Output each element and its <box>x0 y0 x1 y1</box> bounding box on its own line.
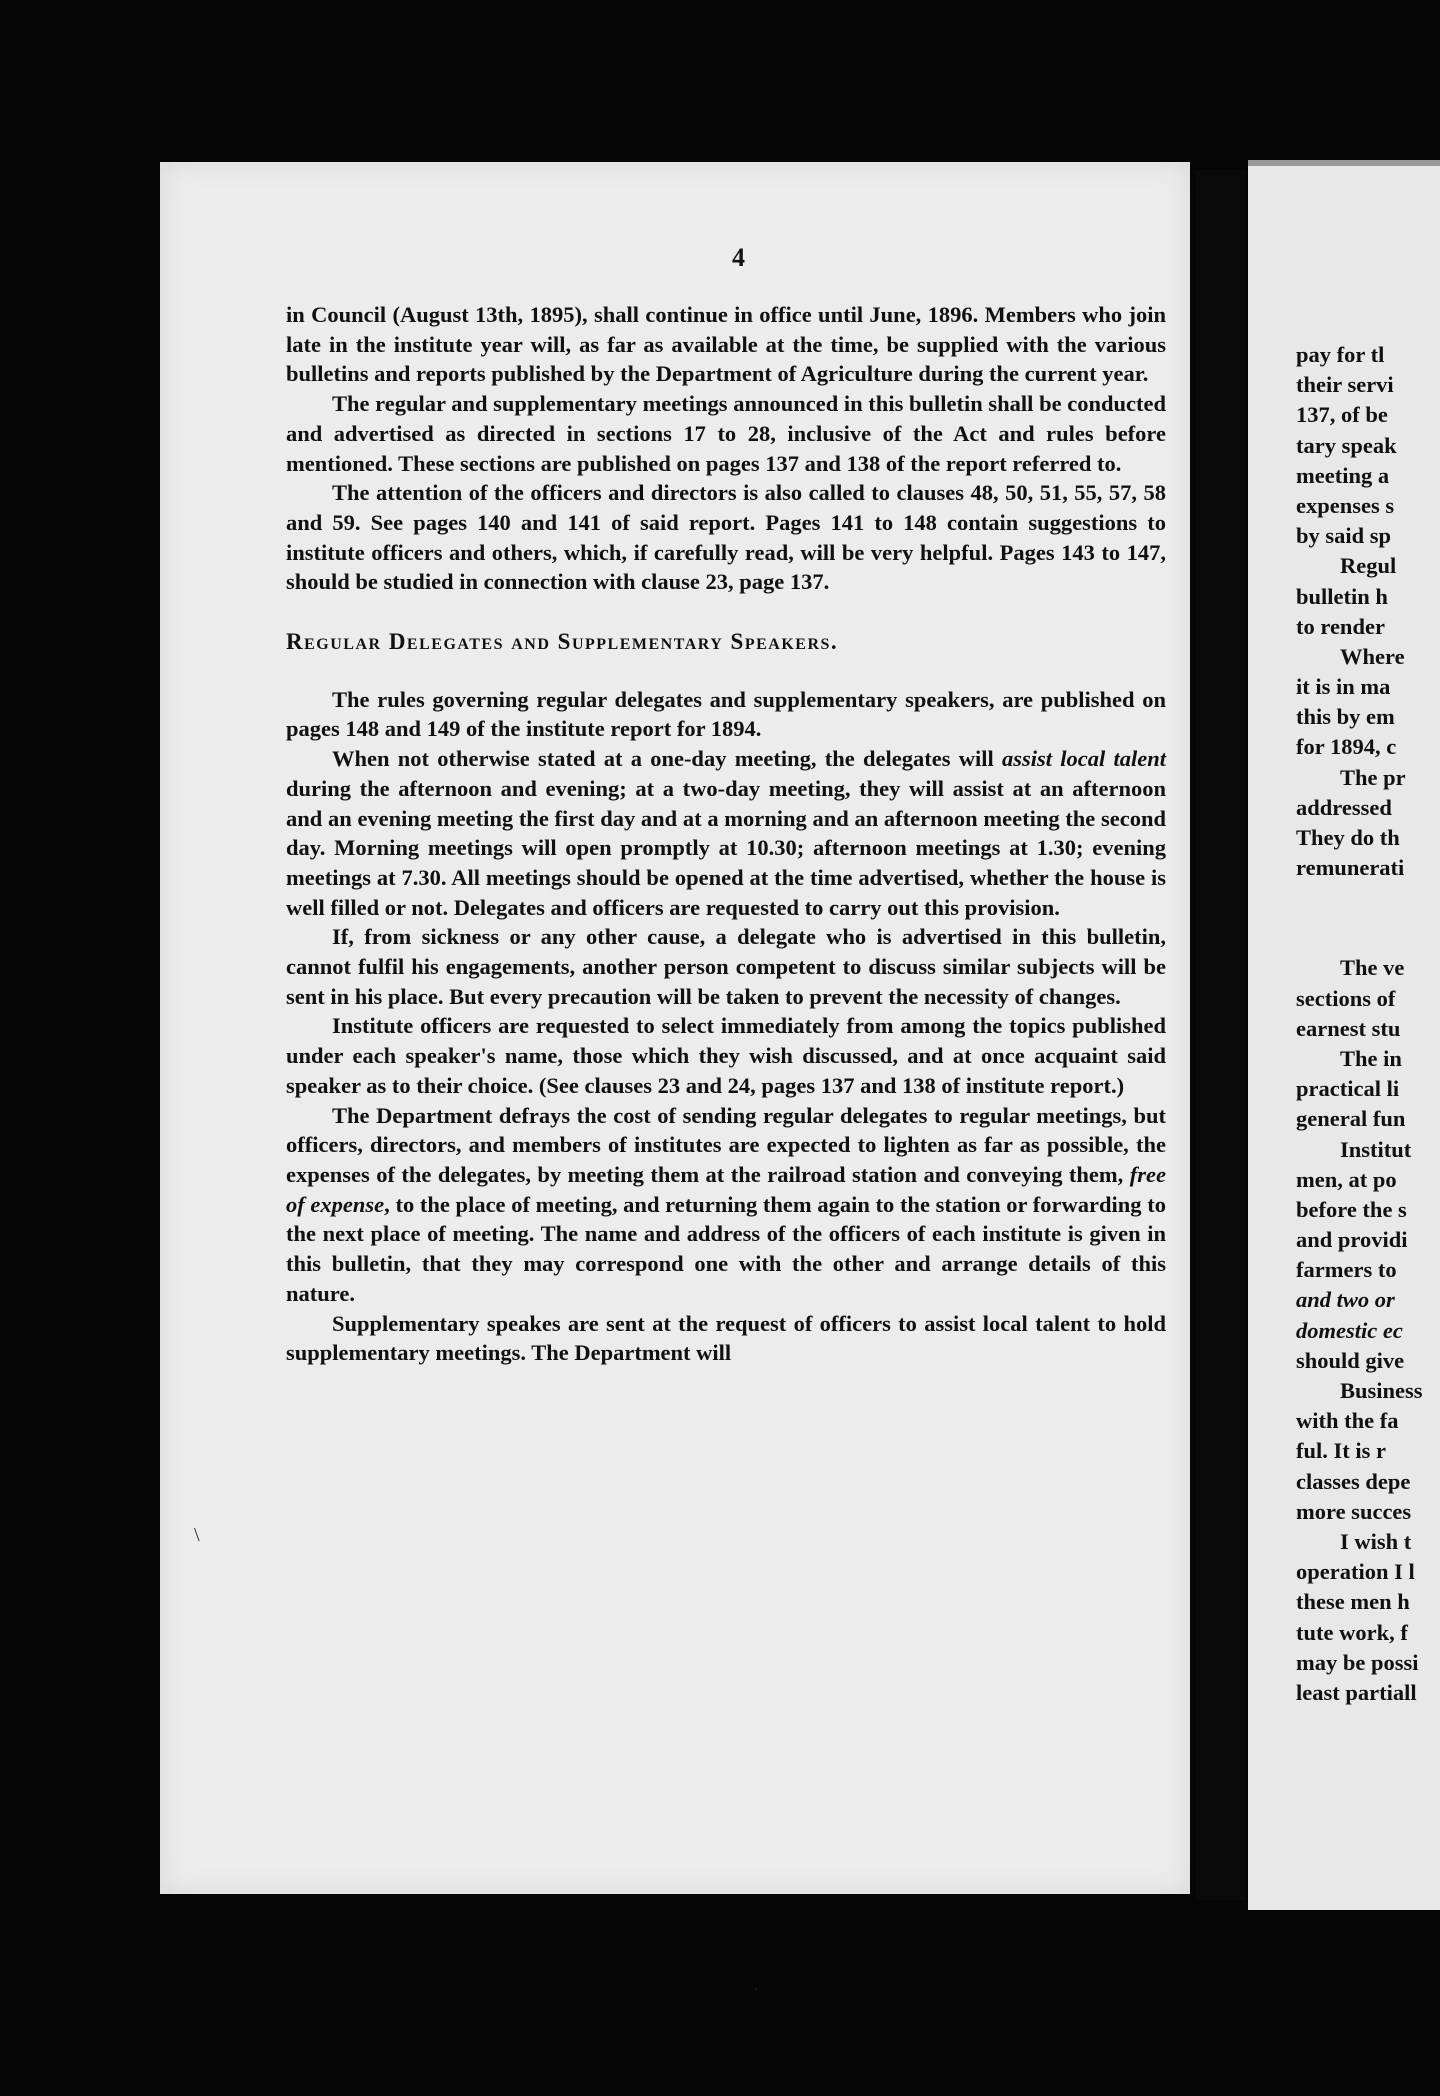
right-line: for 1894, c <box>1296 734 1397 760</box>
paragraph-department-end: , to the place of meeting, and returning them again to the station or forwarding to the next place of meeting. The name and address of the officers of each institute is given in this bulletin, that they may correspond one with the other and arrange details of this nature. <box>286 1191 1166 1306</box>
right-line: may be possi <box>1296 1649 1419 1675</box>
right-line: sections of <box>1296 985 1396 1011</box>
right-line: The ve <box>1340 955 1405 981</box>
paragraph-department-start: The Department defrays the cost of sending regular delegates to regular meetings, but officers, directors, and members of institutes are expected to lighten as far as possible, the expenses of the delegates, by meeting them at the railroad station and conveying them, <box>286 1102 1166 1187</box>
right-page-text <box>1296 340 1440 1708</box>
section-heading: Regular Delegates and Supplementary Speakers. <box>286 629 839 655</box>
right-line: meeting a <box>1296 462 1390 488</box>
paragraph-delegates <box>286 744 1166 922</box>
right-line-italic <box>1296 1316 1440 1346</box>
right-line: I wish t <box>1340 1528 1412 1554</box>
right-line: these men h <box>1296 1589 1410 1615</box>
margin-speck: ' <box>755 1986 758 2001</box>
right-line: 137, of be <box>1296 402 1388 428</box>
right-line: Institut <box>1340 1136 1412 1162</box>
page-gutter <box>1196 170 1246 1900</box>
right-line: earnest stu <box>1296 1015 1401 1041</box>
right-line: addressed <box>1296 794 1392 820</box>
paragraph-delegates-end: during the afternoon and evening; at a two-day meeting, they will assist at an afternoon and an evening meeting the first day and at a morning and an afternoon meeting the second day. Morning meetings will open promptly at 10.30; afternoon meetings at 1.30; evening meetings at 7.30. All meetings should be opened at the time advertised, whether the house is well filled or not. Delegates and officers are requested to carry out this provision. <box>286 775 1166 920</box>
paragraph-department <box>286 1101 1166 1309</box>
right-line: classes depe <box>1296 1468 1411 1494</box>
right-line: tary speak <box>1296 432 1397 458</box>
right-line: Where <box>1340 643 1405 669</box>
right-line: should give <box>1296 1347 1405 1373</box>
right-line: remunerati <box>1296 855 1405 881</box>
right-line: Business <box>1340 1378 1423 1403</box>
paragraph-meetings: The regular and supplementary meetings announced in this bulletin shall be conducted and advertised as directed in sections 17 to 28, inclusive of the Act and rules before mentioned. These sections are published on pages 137 and 138 of the report referred to. <box>286 391 1166 476</box>
right-line: least partiall <box>1296 1679 1417 1705</box>
right-line: before the s <box>1296 1196 1407 1222</box>
paragraph-continued: in Council (August 13th, 1895), shall continue in office until June, 1896. Members who join late in the institute year will, as far as available at the time, be supplied with the various bulletins and reports published by the Department of Agriculture during the current year. <box>286 302 1166 387</box>
right-line: operation I l <box>1296 1559 1415 1585</box>
right-page-edge <box>1248 160 1440 166</box>
right-line: practical li <box>1296 1076 1400 1102</box>
paragraph-rules: The rules governing regular delegates and supplementary speakers, are published on pages 148 and 149 of the institute report for 1894. <box>286 686 1166 742</box>
right-line: Regul <box>1340 553 1397 579</box>
right-line: with the fa <box>1296 1408 1399 1434</box>
paragraph-supplementary: Supplementary speakes are sent at the request of officers to assist local talent to hold supplementary meetings. The Department will <box>286 1310 1166 1366</box>
italic-free-of-expense: free of expense <box>286 1161 1166 1217</box>
paragraph-topics: Institute officers are requested to select immediately from among the topics published under each speaker's name, those which they wish discussed, and at once acquaint said speaker as to their choice. (See clauses 23 and 24, pages 137 and 138 of institute report.) <box>286 1013 1166 1098</box>
right-line: bulletin h <box>1296 583 1388 609</box>
right-line: pay for tl <box>1296 342 1385 367</box>
right-line: and providi <box>1296 1227 1408 1253</box>
right-line: this by em <box>1296 704 1395 730</box>
right-italic-text: and two or <box>1296 1287 1395 1313</box>
right-line: by said sp <box>1296 523 1392 549</box>
right-line: They do th <box>1296 825 1400 850</box>
left-page-text <box>286 300 1166 1368</box>
right-line: their servi <box>1296 372 1394 398</box>
margin-speck: \ <box>194 1524 200 1546</box>
page-number: 4 <box>732 243 745 272</box>
paragraph-attention: The attention of the officers and directors is also called to clauses 48, 50, 51, 55, 57, 58 and 59. See pages 140 and 141 of said report. Pages 141 to 148 contain suggestions to institute officers and others, which, if carefully read, will be very helpful. Pages 143 to 147, should be studied in connection with clause 23, page 137. <box>286 480 1166 595</box>
right-line-italic <box>1296 1285 1440 1315</box>
right-line: The in <box>1340 1045 1402 1071</box>
right-italic-text: domestic ec <box>1296 1317 1403 1343</box>
right-line: farmers to <box>1296 1257 1397 1283</box>
right-line: men, at po <box>1296 1166 1397 1192</box>
right-section-gap <box>1296 883 1440 953</box>
right-line: general fun <box>1296 1106 1406 1132</box>
italic-assist-local-talent: assist local talent <box>1001 746 1166 772</box>
right-line: ful. It is r <box>1296 1438 1386 1464</box>
right-line: tute work, f <box>1296 1619 1408 1645</box>
right-line: to render <box>1296 613 1385 639</box>
right-line: The pr <box>1340 764 1406 790</box>
right-line: expenses s <box>1296 492 1395 518</box>
right-line: it is in ma <box>1296 674 1391 700</box>
paragraph-delegates-start: When not otherwise stated at a one-day meeting, the delegates will <box>332 746 1002 772</box>
paragraph-sickness: If, from sickness or any other cause, a delegate who is advertised in this bulletin, cannot fulfil his engagements, another person competent to discuss similar subjects will be sent in his place. But every precaution will be taken to prevent the necessity of changes. <box>286 924 1166 1009</box>
right-line: more succes <box>1296 1498 1412 1524</box>
